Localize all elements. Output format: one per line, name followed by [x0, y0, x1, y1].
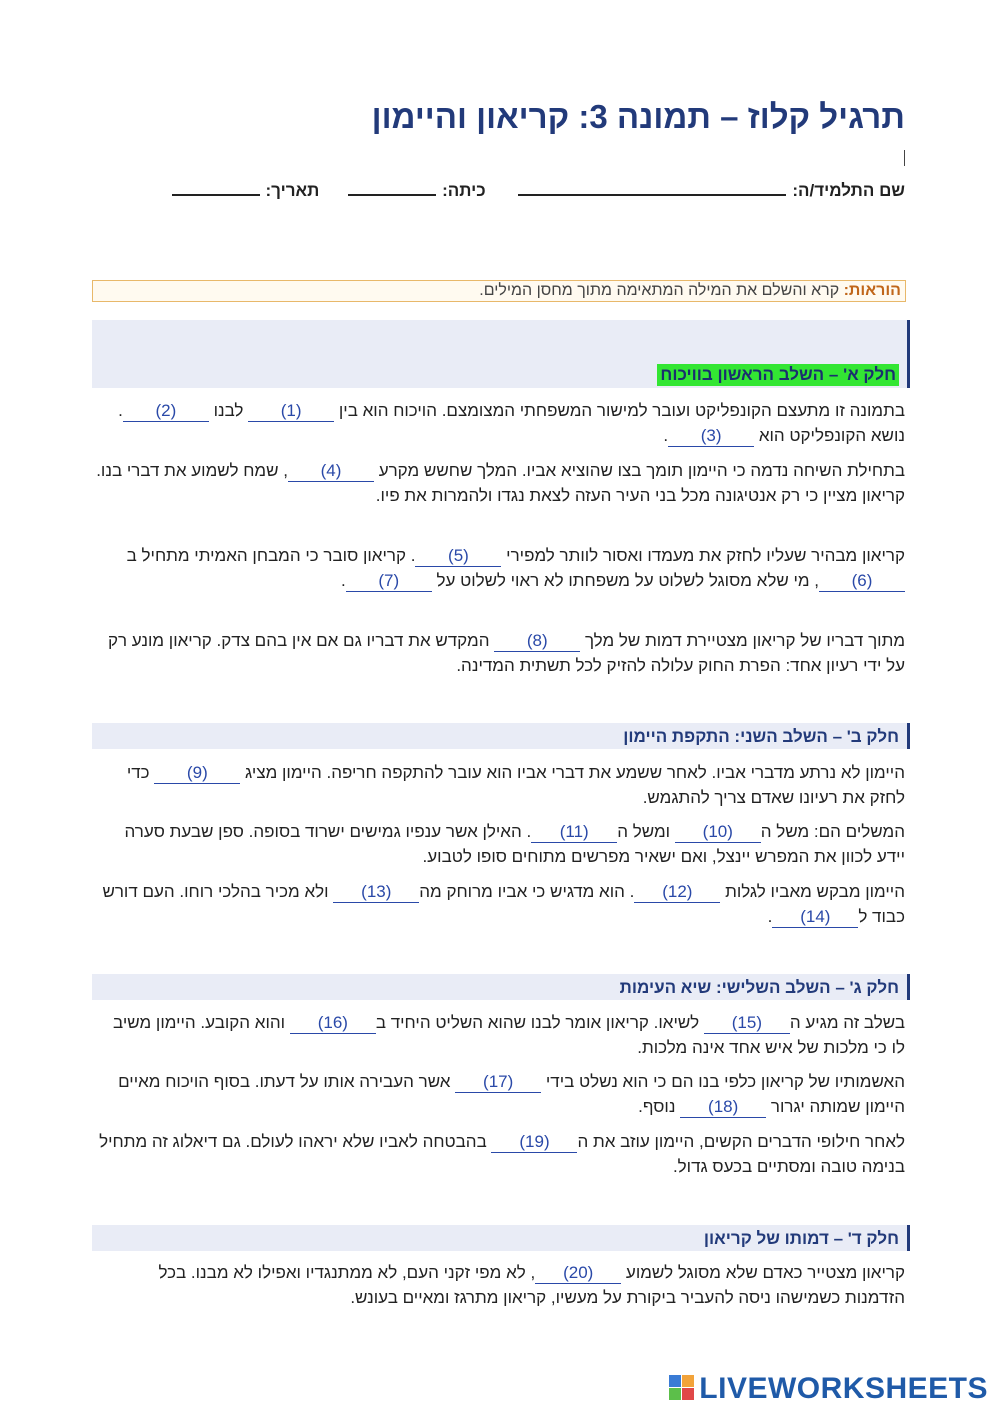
paragraph-text: והוא הקובע. היימון משיב לו כי מלכות של איש אחד אינה מלכות.	[113, 1013, 905, 1057]
paragraph-c2	[95, 1069, 905, 1119]
section-c-header	[92, 974, 910, 1000]
liveworksheets-logo-icon	[669, 1375, 695, 1401]
blank-15[interactable]: (15)	[704, 1013, 790, 1034]
paragraph-text: המקדש את דבריו גם אם אין בהם צדק. קריאון מונע רק על ידי רעיון אחד: הפרת החוק עלולה להזיק לכל תשתית המדינה.	[107, 631, 905, 675]
paragraph-a2	[95, 458, 905, 508]
paragraph-b2	[95, 819, 905, 869]
instructions-box	[92, 280, 906, 302]
blank-14[interactable]: (14)	[772, 907, 858, 928]
blank-19[interactable]: (19)	[491, 1132, 577, 1153]
paragraph-a4	[95, 628, 905, 678]
paragraph-text: בתמונה זו מתעצם הקונפליקט ועובר למישור המשפחתי המצומצם. הויכוח הוא בין	[334, 401, 905, 420]
blank-13[interactable]: (13)	[333, 882, 419, 903]
paragraph-text: .	[767, 907, 773, 926]
class-line[interactable]	[348, 180, 436, 196]
date-field	[166, 180, 320, 201]
date-line[interactable]	[172, 180, 260, 196]
paragraph-text: קריאון מבהיר שעליו לחזק את מעמדו ואסור לוותר למפירי	[501, 546, 905, 565]
paragraph-text: .	[341, 571, 346, 590]
class-label: כיתה:	[442, 181, 486, 200]
section-a-header	[92, 320, 910, 388]
blank-20[interactable]: (20)	[535, 1263, 621, 1284]
page-title: תרגיל קלוז – תמונה 3: קריאון והיימון	[371, 98, 905, 135]
paragraph-text: לאחר חילופי הדברים הקשים, היימון עוזב את ה	[577, 1132, 905, 1151]
section-d-header	[92, 1225, 910, 1251]
blank-4[interactable]: (4)	[288, 461, 374, 482]
paragraph-text: בהבטחה לאביו שלא יראהו לעולם. גם דיאלוג זה מתחיל בנימה טובה ומסתיים בכעס גדול.	[99, 1132, 905, 1176]
paragraph-text: נוסף.	[638, 1097, 681, 1116]
blank-2[interactable]: (2)	[123, 401, 209, 422]
student-name-label: שם התלמיד/ה:	[792, 181, 905, 200]
paragraph-text: קריאון מצטייר כאדם שלא מסוגל לשמוע	[621, 1263, 905, 1282]
paragraph-text: .	[663, 426, 669, 445]
paragraph-a3	[95, 543, 905, 593]
paragraph-text: היימון לא נרתע מדברי אביו. לאחר ששמע את דברי אביו הוא עובר להתקפה חריפה. היימון מציג	[240, 763, 905, 782]
paragraph-text: אשר העבירה אותו על דעתו. בסוף הויכוח מאיים היימון שמותה יגרור	[118, 1072, 905, 1116]
paragraph-text: . הוא מדגיש כי אביו מרוחק מה	[419, 882, 635, 901]
section-b-title: חלק ב' – השלב השני: התקפת היימון	[623, 727, 899, 746]
paragraph-text: המשלים הם: משל ה	[760, 822, 905, 841]
blank-16[interactable]: (16)	[290, 1013, 376, 1034]
paragraph-text: לשיאו. קריאון אומר לבנו שהוא השליט היחיד ב	[375, 1013, 704, 1032]
paragraph-text: האשמותיו של קריאון כלפי בנו הם כי הוא נשלט בידי	[541, 1072, 905, 1091]
paragraph-text: , שמח לשמוע את דברי בנו. קריאון מציין כי רק אנטיגונה מכל בני העיר העזה לצאת נגדו ולהמרות את פיו.	[96, 461, 905, 505]
blank-8[interactable]: (8)	[494, 631, 580, 652]
blank-3[interactable]: (3)	[668, 426, 754, 447]
section-d-title: חלק ד' – דמותו של קריאון	[703, 1229, 899, 1248]
student-name-line[interactable]	[518, 180, 786, 196]
student-name-field	[512, 180, 905, 201]
instructions-text: קרא והשלם את המילה המתאימה מתוך מחסן המילים.	[479, 282, 844, 299]
paragraph-text: בתחילת השיחה נדמה כי היימון תומך בצו שהוציא אביו. המלך שחשש מקרע	[373, 461, 905, 480]
paragraph-text: כדי לחזק את רעיונו שאדם צריך להתגמש.	[126, 763, 905, 807]
paragraph-text: ומשל ה	[617, 822, 675, 841]
blank-11[interactable]: (11)	[531, 822, 617, 843]
text-cursor	[904, 150, 905, 166]
paragraph-c3	[95, 1129, 905, 1179]
blank-1[interactable]: (1)	[248, 401, 334, 422]
paragraph-b3	[95, 879, 905, 929]
blank-17[interactable]: (17)	[455, 1072, 541, 1093]
paragraph-text: , לא מפי זקני העם, לא ממתנגדיו ואפילו לא מבנו. בכל הזדמנות כשמישהו ניסה להעביר ביקורת על מעשיו, קריאון מתרגז ומאיים בעונש.	[158, 1263, 905, 1307]
date-label: תאריך:	[265, 181, 320, 200]
paragraph-text: לבנו	[208, 401, 249, 420]
paragraph-text: , מי שלא מסוגל לשלוט על משפחתו לא ראוי לשלוט על	[431, 571, 819, 590]
paragraph-text: מתוך דבריו של קריאון מצטיירת דמות של מלך	[580, 631, 905, 650]
paragraph-text: ולא מכיר בהלכי רוחו. העם דורש כבוד ל	[102, 882, 905, 926]
blank-7[interactable]: (7)	[346, 571, 432, 592]
paragraph-text: בשלב זה מגיע ה	[789, 1013, 905, 1032]
paragraph-text: . האילן אשר ענפיו גמישים ישרוד בסופה. ספן שבעת סערה יידע לכוון את המפרש יינצל, ואם ישאיר מפרשים מתוחים סופו לטבוע.	[124, 822, 905, 866]
blank-5[interactable]: (5)	[415, 546, 501, 567]
brand-name: LIVEWORKSHEETS	[699, 1372, 988, 1405]
blank-18[interactable]: (18)	[680, 1097, 766, 1118]
paragraph-d1	[95, 1260, 905, 1310]
class-field	[342, 180, 486, 201]
instructions-lead: הוראות:	[843, 282, 901, 299]
paragraph-b1	[95, 760, 905, 810]
blank-9[interactable]: (9)	[154, 763, 240, 784]
student-details-row	[166, 180, 905, 201]
liveworksheets-brand	[669, 1372, 988, 1406]
paragraph-text: היימון מבקש מאביו לגלות	[720, 882, 905, 901]
section-a-title: חלק א' – השלב הראשון בוויכוח	[657, 364, 899, 386]
paragraph-text: . נושא הקונפליקט הוא	[118, 401, 905, 445]
section-b-header	[92, 723, 910, 749]
section-c-title: חלק ג' – השלב השלישי: שיא העימות	[619, 978, 899, 997]
blank-10[interactable]: (10)	[675, 822, 761, 843]
blank-12[interactable]: (12)	[634, 882, 720, 903]
paragraph-c1	[95, 1010, 905, 1060]
blank-6[interactable]: (6)	[819, 571, 905, 592]
paragraph-text: . קריאון סובר כי המבחן האמיתי מתחיל ב	[126, 546, 416, 565]
paragraph-a1	[95, 398, 905, 448]
